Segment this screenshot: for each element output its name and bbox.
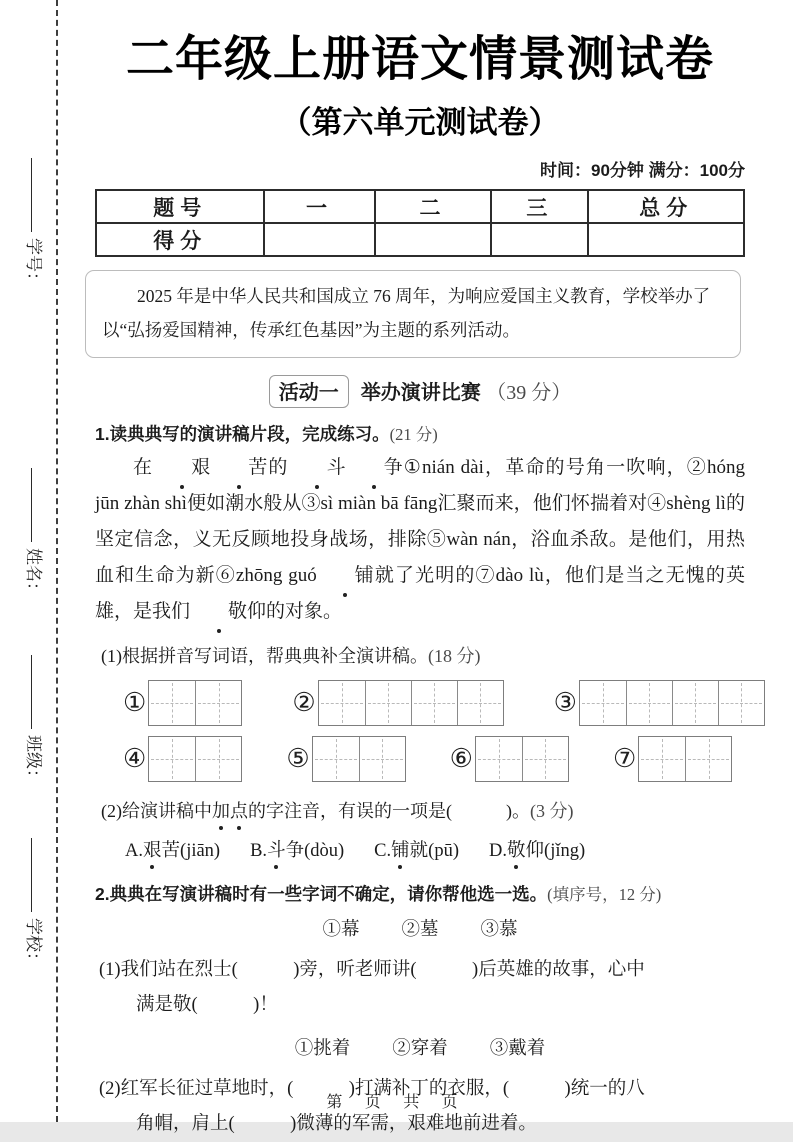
q2-stem bbox=[95, 881, 745, 906]
q2-choices-2 bbox=[95, 1034, 745, 1064]
grid-item-4-number: ④ bbox=[123, 744, 147, 773]
writing-cell[interactable] bbox=[411, 681, 457, 725]
q1-sub1 bbox=[95, 640, 745, 672]
score-table-score-row bbox=[96, 223, 744, 256]
score-table-header-total: 总分 bbox=[588, 190, 744, 223]
q2-sub2-line1: (2)红军长征过草地时，( )打满补丁的衣服，( )统一的八 bbox=[99, 1079, 645, 1099]
option-d-dotted-char: 敬 bbox=[507, 836, 526, 866]
option-d-label: D. bbox=[489, 841, 507, 861]
student-id-blank-line[interactable] bbox=[31, 158, 33, 232]
content-column bbox=[95, 0, 745, 1142]
student-name-field bbox=[23, 468, 48, 599]
writing-cell[interactable] bbox=[359, 737, 405, 781]
writing-cell[interactable] bbox=[580, 681, 626, 725]
option-d-pinyin: (jǐng) bbox=[544, 841, 586, 861]
writing-cell[interactable] bbox=[685, 737, 731, 781]
q2-choice-chuan: ②穿着 bbox=[392, 1039, 448, 1059]
grid-item-4 bbox=[123, 736, 242, 782]
activity1-title: 举办演讲比赛 bbox=[360, 382, 481, 404]
answer-grid-row-2 bbox=[95, 736, 745, 782]
page-subtitle: （第六单元测试卷） bbox=[280, 105, 560, 140]
activity1-heading bbox=[95, 375, 745, 408]
writing-cell[interactable] bbox=[313, 737, 359, 781]
q2-choice-mu1: ①幕 bbox=[322, 920, 360, 940]
option-a-label: A. bbox=[125, 841, 143, 861]
grid-item-1 bbox=[123, 680, 242, 726]
writing-cell[interactable] bbox=[149, 737, 195, 781]
score-cell-total[interactable] bbox=[588, 223, 744, 256]
option-c-dotted-char: 铺 bbox=[391, 836, 410, 866]
grid-item-7-number: ⑦ bbox=[612, 744, 637, 773]
q2-sub1-line2: 满是敬( )！ bbox=[136, 995, 278, 1015]
page-footer: 第 页 共 页 bbox=[326, 1094, 467, 1111]
option-b-label: B. bbox=[250, 841, 268, 861]
intro-box bbox=[85, 270, 741, 358]
score-cell-part1[interactable] bbox=[264, 223, 374, 256]
option-a-word: 苦 bbox=[161, 841, 181, 861]
q1-sub1-text: (1)根据拼音写词语，帮典典补全演讲稿。 bbox=[101, 646, 428, 666]
writing-cell[interactable] bbox=[626, 681, 672, 725]
class-blank-line[interactable] bbox=[31, 655, 33, 729]
writing-cell[interactable] bbox=[195, 737, 241, 781]
q1-stem bbox=[95, 421, 745, 446]
q1-score: (21 分) bbox=[389, 425, 438, 444]
writing-grid-5 bbox=[312, 736, 406, 782]
intro-text: 2025 年是中华人民共和国成立 76 周年，为响应爱国主义教育，学校举办了以“弘扬爱国精神，传承红色基因”为主题的系列活动。 bbox=[102, 286, 711, 340]
q2-sub1-line1: (1)我们站在烈士( )旁，听老师讲( )后英雄的故事，心中 bbox=[99, 960, 645, 980]
score-table-header-part1: 一 bbox=[264, 190, 374, 223]
score-table-header-part3: 三 bbox=[491, 190, 588, 223]
grid-item-6-number: ⑥ bbox=[449, 744, 473, 773]
grid-item-2 bbox=[292, 680, 503, 726]
q2-choice-mu2: ②墓 bbox=[401, 920, 439, 940]
score-cell-part2[interactable] bbox=[375, 223, 492, 256]
grid-item-7 bbox=[613, 736, 732, 782]
option-a-pinyin: (jiān) bbox=[180, 841, 221, 861]
score-cell-part3[interactable] bbox=[491, 223, 588, 256]
writing-cell[interactable] bbox=[149, 681, 195, 725]
class-field bbox=[23, 655, 48, 786]
writing-cell[interactable] bbox=[195, 681, 241, 725]
q1-passage: 在 艰 苦的 斗 争①nián dài，革命的号角一吹响，②hóng jūn zhàn shì便如潮水般从③sì miàn bā fāng汇聚而来，他们怀揣着对④shèng lì的坚定信念，义无反顾地投身战场，排除⑤wàn nán，浴血杀敌。是他们，用热血和生命为新⑥zhōng guó 铺就了光明的⑦dào lù，他们是当之无愧的英雄，是我们 敬仰的对象。 bbox=[95, 450, 745, 630]
q2-score: (填序号，12 分) bbox=[547, 885, 662, 904]
q1-sub2-score: (3 分) bbox=[530, 801, 574, 821]
grid-item-2-number: ② bbox=[292, 688, 316, 717]
writing-cell[interactable] bbox=[672, 681, 718, 725]
score-row-label: 得分 bbox=[96, 223, 264, 256]
q1-sub2-text: (2)给演讲稿中加点的字注音，有误的一项是( )。 bbox=[101, 801, 530, 821]
school-field bbox=[23, 838, 48, 969]
class-label: 班级： bbox=[24, 735, 43, 786]
student-id-label: 学号： bbox=[24, 238, 43, 289]
score-table bbox=[95, 189, 745, 257]
grid-item-3-number: ③ bbox=[553, 688, 577, 717]
score-table-header-part2: 二 bbox=[375, 190, 492, 223]
page-title: 二年级上册语文情景测试卷 bbox=[125, 33, 714, 86]
writing-cell[interactable] bbox=[522, 737, 568, 781]
option-d-word: 仰 bbox=[525, 841, 545, 861]
writing-grid-4 bbox=[148, 736, 242, 782]
activity1-badge: 活动一 bbox=[269, 375, 349, 408]
writing-grid-3 bbox=[579, 680, 765, 726]
option-b-pinyin: (dòu) bbox=[304, 841, 345, 861]
option-c-word: 就 bbox=[409, 841, 429, 861]
school-label: 学校： bbox=[24, 918, 43, 969]
writing-grid-2 bbox=[318, 680, 504, 726]
score-table-header-row bbox=[96, 190, 744, 223]
answer-grid-row-1 bbox=[95, 680, 745, 726]
option-c bbox=[374, 836, 459, 866]
option-c-label: C. bbox=[374, 841, 392, 861]
student-name-label: 姓名： bbox=[24, 548, 43, 599]
grid-item-3 bbox=[554, 680, 765, 726]
writing-cell[interactable] bbox=[718, 681, 764, 725]
q1-stem-text: 1.读典典写的演讲稿片段，完成练习。 bbox=[95, 424, 390, 444]
q1-sub2 bbox=[95, 795, 745, 827]
exam-meta: 时间：90分钟 满分：100分 bbox=[540, 161, 745, 180]
q2-stem-text: 2.典典在写演讲稿时有一些字词不确定，请你帮他选一选。 bbox=[95, 884, 548, 904]
q2-choice-tiao: ①挑着 bbox=[294, 1039, 351, 1059]
option-a-dotted-char: 艰 bbox=[143, 836, 162, 866]
q2-choices-1 bbox=[95, 915, 745, 945]
writing-cell[interactable] bbox=[365, 681, 411, 725]
writing-grid-7 bbox=[638, 736, 732, 782]
option-c-pinyin: (pū) bbox=[428, 841, 459, 861]
grid-item-5 bbox=[286, 736, 405, 782]
writing-cell[interactable] bbox=[319, 681, 365, 725]
writing-cell[interactable] bbox=[457, 681, 503, 725]
activity1-score: （39 分） bbox=[486, 382, 572, 404]
option-b-word: 争 bbox=[285, 841, 305, 861]
score-table-header-question: 题号 bbox=[96, 190, 264, 223]
option-d bbox=[489, 836, 585, 866]
writing-cell[interactable] bbox=[476, 737, 522, 781]
q2-sub2-line2: 角帽，肩上( )微薄的军需，艰难地前进着。 bbox=[136, 1114, 537, 1134]
student-id-field bbox=[23, 158, 48, 289]
grid-item-5-number: ⑤ bbox=[286, 744, 310, 773]
grid-item-6 bbox=[450, 736, 569, 782]
q2-choice-dai: ③戴着 bbox=[489, 1039, 546, 1059]
school-blank-line[interactable] bbox=[31, 838, 33, 912]
seal-dashed-line bbox=[56, 0, 58, 1122]
q2-sub1 bbox=[95, 953, 745, 1023]
option-b-dotted-char: 斗 bbox=[267, 836, 286, 866]
grid-item-1-number: ① bbox=[123, 688, 147, 717]
option-b bbox=[250, 836, 344, 866]
option-a bbox=[125, 836, 220, 866]
writing-cell[interactable] bbox=[639, 737, 685, 781]
writing-grid-6 bbox=[475, 736, 569, 782]
q2-choice-mu3: ③慕 bbox=[480, 920, 518, 940]
writing-grid-1 bbox=[148, 680, 242, 726]
student-name-blank-line[interactable] bbox=[31, 468, 33, 542]
q1-sub1-score: (18 分) bbox=[428, 646, 481, 666]
q1-sub2-options bbox=[95, 836, 745, 866]
